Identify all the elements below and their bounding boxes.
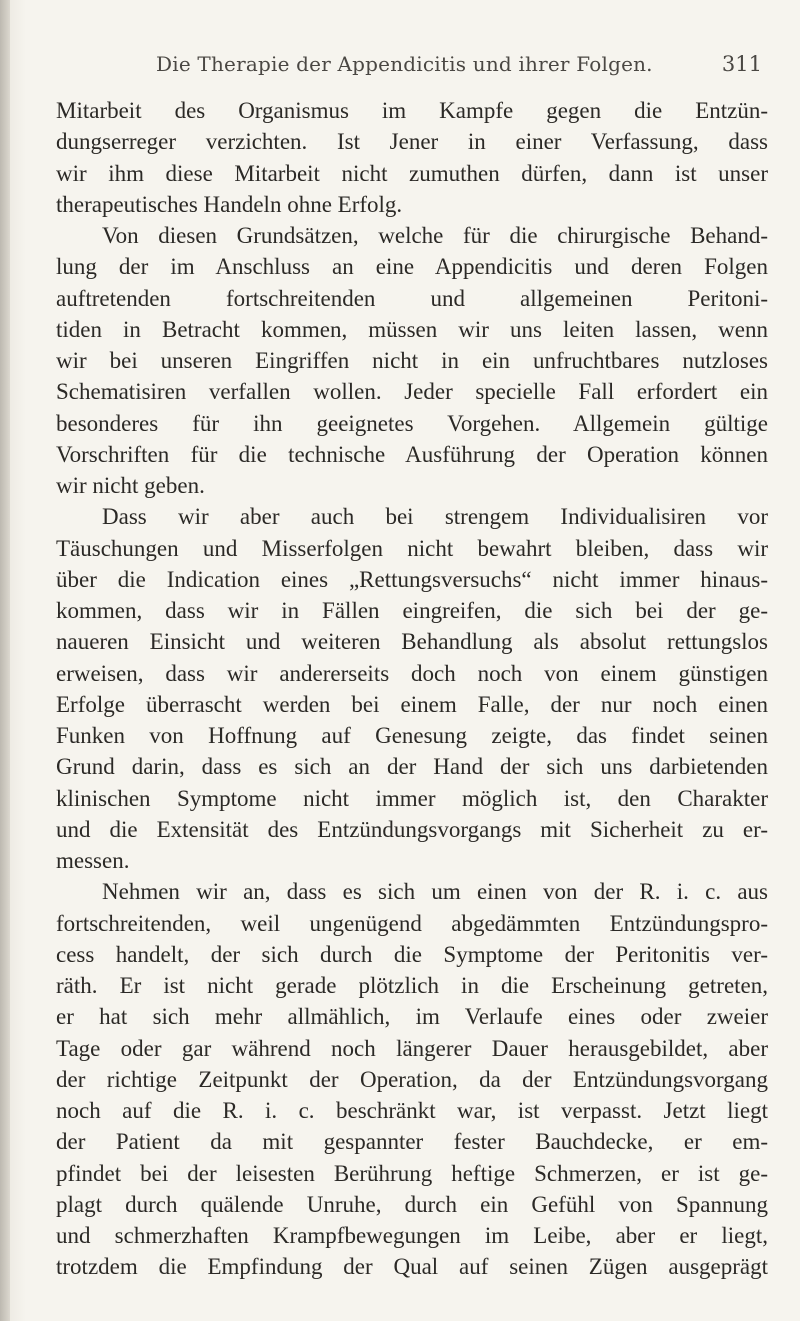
page-number: 311 [721, 52, 762, 76]
text-line: er hat sich mehr allmählich, im Verlaufe eines oder zweier [56, 1004, 768, 1030]
text-line: wir nicht geben. [56, 473, 205, 498]
text-line: Grund darin, dass es sich an der Hand der sich uns darbietenden [56, 754, 768, 780]
text-line: cess handelt, der sich durch die Symptome der Peritonitis ver- [56, 941, 768, 967]
text-line: wir ihm diese Mitarbeit nicht zumuthen dürfen, dann ist unser [56, 160, 768, 186]
text-line: und die Extensität des Entzündungsvorgangs mit Sicherheit zu er- [56, 816, 768, 842]
text-line: besonderes für ihn geeignetes Vorgehen. Allgemein gültige [56, 410, 768, 436]
text-line: der Patient da mit gespannter fester Bauchdecke, er em- [56, 1129, 768, 1155]
text-line: pfindet bei der leisesten Berührung heftige Schmerzen, er ist ge- [56, 1160, 768, 1186]
text-line: wir bei unseren Eingriffen nicht in ein unfruchtbares nutzloses [56, 348, 768, 373]
text-line: über die Indication eines „Rettungsversuchs“ nicht immer hinaus- [56, 566, 768, 592]
text-line: Vorschriften für die technische Ausführung der Operation können [56, 441, 768, 467]
text-line: kommen, dass wir in Fällen eingreifen, die sich bei der ge- [56, 598, 768, 623]
paragraph-start-line: Dass wir aber auch bei strengem Individualisiren vor [102, 504, 768, 530]
page-header [60, 52, 760, 92]
text-line: naueren Einsicht und weiteren Behandlung als absolut rettungslos [56, 629, 768, 655]
text-line: klinischen Symptome nicht immer möglich ist, den Charakter [56, 785, 768, 811]
text-line: noch auf die R. i. c. beschränkt war, ist verpasst. Jetzt liegt [56, 1098, 768, 1123]
text-line: tiden in Betracht kommen, müssen wir uns leiten lassen, wenn [56, 316, 768, 342]
text-line: räth. Er ist nicht gerade plötzlich in die Erscheinung getreten, [56, 973, 768, 998]
text-line: Täuschungen und Misserfolgen nicht bewahrt bleiben, dass wir [56, 535, 768, 561]
text-line: fortschreitenden, weil ungenügend abgedämmten Entzündungspro- [56, 910, 768, 936]
text-line: Tage oder gar während noch längerer Dauer herausgebildet, aber [56, 1035, 768, 1061]
text-line: Schematisiren verfallen wollen. Jeder specielle Fall erfordert ein [56, 379, 768, 405]
text-line: therapeutisches Handeln ohne Erfolg. [56, 191, 403, 217]
text-line: und schmerzhaften Krampfbewegungen im Leibe, aber er liegt, [56, 1223, 768, 1248]
text-line: plagt durch quälende Unruhe, durch ein Gefühl von Spannung [56, 1191, 768, 1217]
text-line: trotzdem die Empfindung der Qual auf seinen Zügen ausgeprägt [56, 1254, 768, 1280]
text-line: Mitarbeit des Organismus im Kampfe gegen die Entzün- [56, 98, 768, 123]
text-line: erweisen, dass wir andererseits doch noch von einem günstigen [56, 660, 768, 686]
text-line: dungserreger verzichten. Ist Jener in einer Verfassung, dass [56, 129, 768, 155]
paragraph-start-line: Nehmen wir an, dass es sich um einen von der R. i. c. aus [102, 879, 768, 905]
text-line: Erfolge überrascht werden bei einem Falle, der nur noch einen [56, 691, 768, 717]
text-line: Funken von Hoffnung auf Genesung zeigte, das findet seinen [56, 723, 768, 748]
text-line: auftretenden fortschreitenden und allgemeinen Peritoni- [56, 285, 768, 311]
text-line: der richtige Zeitpunkt der Operation, da der Entzündungsvorgang [56, 1066, 768, 1092]
text-line: lung der im Anschluss an eine Appendicitis und deren Folgen [56, 254, 768, 280]
paragraph-start-line: Von diesen Grundsätzen, welche für die chirurgische Behand- [102, 223, 768, 248]
text-line: messen. [56, 848, 130, 873]
running-title: Die Therapie der Appendicitis und ihrer Folgen. [156, 52, 653, 76]
body-text [56, 95, 768, 1283]
page-gutter [0, 0, 10, 1321]
